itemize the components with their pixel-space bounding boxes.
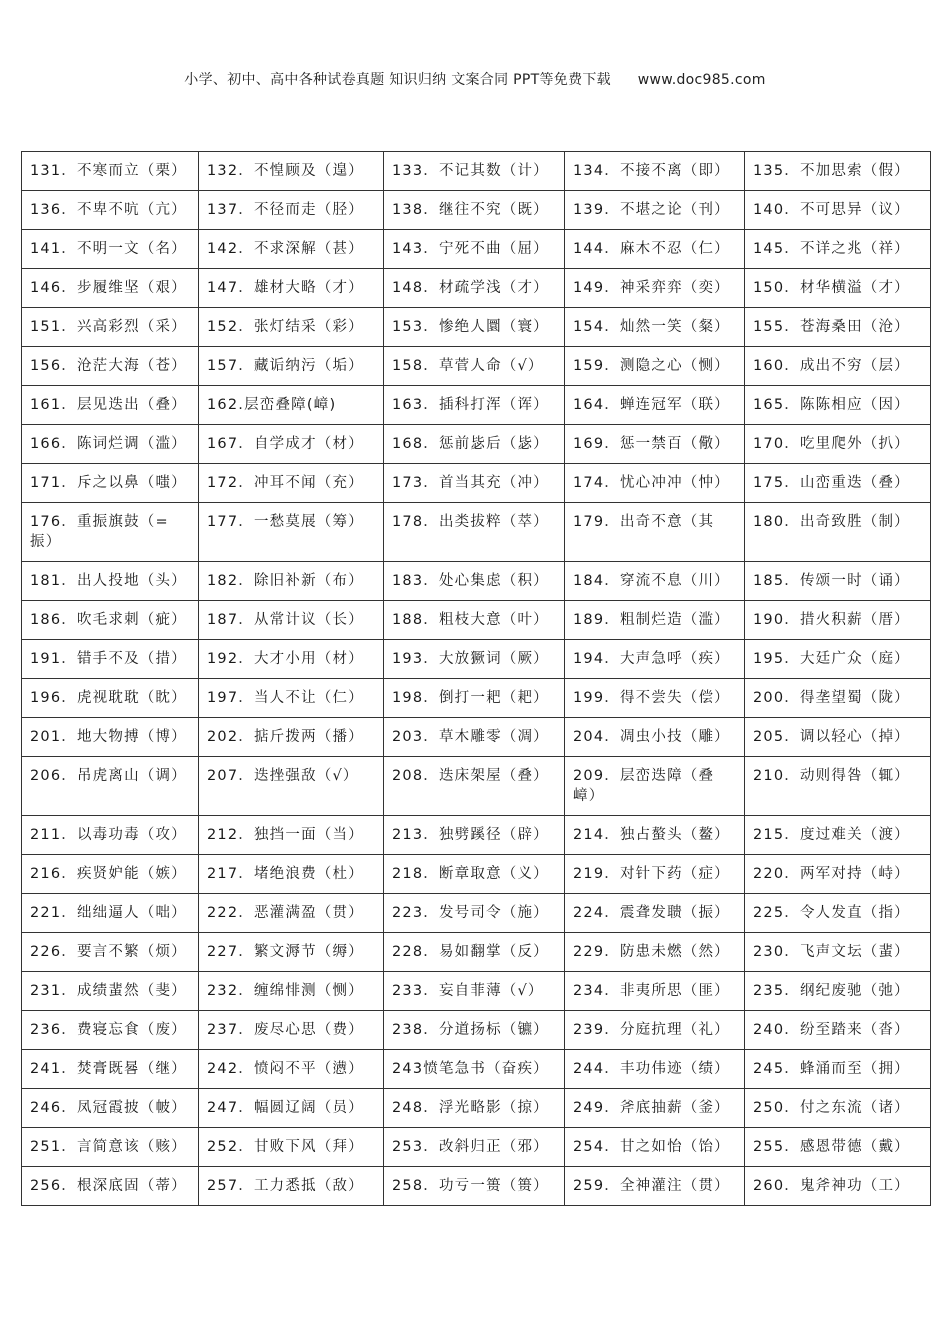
- table-cell: 190．措火积薪（厝）: [745, 601, 931, 640]
- table-cell: 247．幅圆辽阔（员）: [199, 1089, 384, 1128]
- table-row: [22, 230, 931, 269]
- table-row: [22, 1050, 931, 1089]
- table-cell: 192．大才小用（材）: [199, 640, 384, 679]
- table-cell: 196．虎视耽耽（眈）: [22, 679, 199, 718]
- table-cell: 212．独挡一面（当）: [199, 816, 384, 855]
- table-cell: 246．凤冠霞披（帔）: [22, 1089, 199, 1128]
- table-cell: 251．言简意该（赅）: [22, 1128, 199, 1167]
- table-cell: 244．丰功伟迹（绩）: [565, 1050, 745, 1089]
- table-cell: 161．层见迭出（叠）: [22, 386, 199, 425]
- table-cell: 174．忧心冲冲（忡）: [565, 464, 745, 503]
- table-row: [22, 269, 931, 308]
- table-row: [22, 386, 931, 425]
- table-cell: 152．张灯结采（彩）: [199, 308, 384, 347]
- table-row: [22, 1128, 931, 1167]
- table-cell: 225．令人发直（指）: [745, 894, 931, 933]
- table-cell: 256．根深底固（蒂）: [22, 1167, 199, 1206]
- table-cell: 141．不明一文（名）: [22, 230, 199, 269]
- table-cell: 185．传颂一时（诵）: [745, 562, 931, 601]
- table-row: [22, 347, 931, 386]
- table-cell: 173．首当其充（冲）: [384, 464, 565, 503]
- table-cell: 218．断章取意（义）: [384, 855, 565, 894]
- table-row: [22, 191, 931, 230]
- table-cell: 181．出人投地（头）: [22, 562, 199, 601]
- table-cell: 189．粗制烂造（滥）: [565, 601, 745, 640]
- table-cell: 171．斥之以鼻（嗤）: [22, 464, 199, 503]
- table-cell: 250．付之东流（诸）: [745, 1089, 931, 1128]
- table-cell: 180．出奇致胜（制）: [745, 503, 931, 562]
- table-cell: 139．不堪之论（刊）: [565, 191, 745, 230]
- idiom-correction-table: [21, 151, 931, 1206]
- table-cell: 224．震聋发聩（振）: [565, 894, 745, 933]
- table-cell: 260．鬼斧神功（工）: [745, 1167, 931, 1206]
- table-cell: 186．吹毛求刺（疵）: [22, 601, 199, 640]
- table-cell: 215．度过难关（渡）: [745, 816, 931, 855]
- table-row: [22, 1011, 931, 1050]
- table-cell: 200．得垄望蜀（陇）: [745, 679, 931, 718]
- table-cell: 159．测隐之心（恻）: [565, 347, 745, 386]
- table-cell: 134．不接不离（即）: [565, 152, 745, 191]
- table-row: [22, 601, 931, 640]
- table-cell: 184．穿流不息（川）: [565, 562, 745, 601]
- table-cell: 158．草菅人命（√）: [384, 347, 565, 386]
- table-cell: 170．吃里爬外（扒）: [745, 425, 931, 464]
- table-cell: 203．草木雕零（凋）: [384, 718, 565, 757]
- table-row: [22, 757, 931, 816]
- table-cell: 230．飞声文坛（蜚）: [745, 933, 931, 972]
- table-cell: 183．处心集虑（积）: [384, 562, 565, 601]
- table-cell: 226．要言不繁（烦）: [22, 933, 199, 972]
- table-cell: 252．甘败下风（拜）: [199, 1128, 384, 1167]
- table-cell: 172．冲耳不闻（充）: [199, 464, 384, 503]
- table-cell: 255．感恩带德（戴）: [745, 1128, 931, 1167]
- table-cell: 235．纲纪废驰（弛）: [745, 972, 931, 1011]
- table-cell: 153．惨绝人圜（寰）: [384, 308, 565, 347]
- table-cell: 236．费寝忘食（废）: [22, 1011, 199, 1050]
- table-cell: 206．吊虎离山（调）: [22, 757, 199, 816]
- table-cell: 175．山峦重迭（叠）: [745, 464, 931, 503]
- table-cell: 154．灿然一笑（粲）: [565, 308, 745, 347]
- table-cell: 259．全神灌注（贯）: [565, 1167, 745, 1206]
- table-cell: 142．不求深解（甚）: [199, 230, 384, 269]
- table-cell: 207．迭挫强敌（√）: [199, 757, 384, 816]
- idiom-table-body: [22, 152, 931, 1206]
- table-cell: 249．斧底抽薪（釜）: [565, 1089, 745, 1128]
- table-cell: 216．疾贤妒能（嫉）: [22, 855, 199, 894]
- table-cell: 188．粗枝大意（叶）: [384, 601, 565, 640]
- table-cell: 234．非夷所思（匪）: [565, 972, 745, 1011]
- table-cell: 151．兴高彩烈（采）: [22, 308, 199, 347]
- table-cell: 143．宁死不曲（屈）: [384, 230, 565, 269]
- table-cell: 241．焚膏既晷（继）: [22, 1050, 199, 1089]
- table-cell: 131．不寒而立（栗）: [22, 152, 199, 191]
- table-cell: 257．工力悉抵（敌）: [199, 1167, 384, 1206]
- table-cell: 163．插科打浑（诨）: [384, 386, 565, 425]
- table-cell: 144．麻木不忍（仁）: [565, 230, 745, 269]
- table-cell: 248．浮光略影（掠）: [384, 1089, 565, 1128]
- table-cell: 195．大廷广众（庭）: [745, 640, 931, 679]
- table-cell: 187．从常计议（长）: [199, 601, 384, 640]
- table-cell: 156．沧茫大海（苍）: [22, 347, 199, 386]
- table-cell: 176．重振旗鼓（=振）: [22, 503, 199, 562]
- table-cell: 243愤笔急书（奋疾）: [384, 1050, 565, 1089]
- table-cell: 179．出奇不意（其: [565, 503, 745, 562]
- table-row: [22, 933, 931, 972]
- table-cell: 168．惩前毖后（毖）: [384, 425, 565, 464]
- table-cell: 137．不径而走（胫）: [199, 191, 384, 230]
- table-cell: 145．不详之兆（祥）: [745, 230, 931, 269]
- table-cell: 240．纷至踏来（沓）: [745, 1011, 931, 1050]
- table-cell: 198．倒打一耙（耙）: [384, 679, 565, 718]
- table-cell: 228．易如翻掌（反）: [384, 933, 565, 972]
- table-row: [22, 855, 931, 894]
- table-cell: 245．蜂涌而至（拥）: [745, 1050, 931, 1089]
- table-cell: 254．甘之如怡（饴）: [565, 1128, 745, 1167]
- table-row: [22, 425, 931, 464]
- page-header: [0, 69, 950, 89]
- table-cell: 135．不加思索（假）: [745, 152, 931, 191]
- table-cell: 193．大放獗词（厥）: [384, 640, 565, 679]
- table-cell: 199．得不尝失（偿）: [565, 679, 745, 718]
- table-cell: 155．苍海桑田（沧）: [745, 308, 931, 347]
- table-row: [22, 152, 931, 191]
- table-cell: 223．发号司令（施）: [384, 894, 565, 933]
- table-row: [22, 718, 931, 757]
- table-row: [22, 816, 931, 855]
- table-cell: 238．分道扬标（镳）: [384, 1011, 565, 1050]
- table-cell: 227．繁文溽节（缛）: [199, 933, 384, 972]
- table-cell: 204．凋虫小技（雕）: [565, 718, 745, 757]
- table-row: [22, 562, 931, 601]
- table-cell: 242．愤闷不平（懑）: [199, 1050, 384, 1089]
- table-cell: 140．不可思异（议）: [745, 191, 931, 230]
- table-cell: 167．自学成才（材）: [199, 425, 384, 464]
- table-cell: 258．功亏一篑（篑）: [384, 1167, 565, 1206]
- table-cell: 253．改斜归正（邪）: [384, 1128, 565, 1167]
- table-cell: 165．陈陈相应（因）: [745, 386, 931, 425]
- table-cell: 239．分庭抗理（礼）: [565, 1011, 745, 1050]
- table-cell: 214．独占螯头（鳌）: [565, 816, 745, 855]
- table-cell: 149．神采弈弈（奕）: [565, 269, 745, 308]
- table-row: [22, 1089, 931, 1128]
- table-row: [22, 503, 931, 562]
- table-row: [22, 679, 931, 718]
- table-cell: 202．掂斤拨两（播）: [199, 718, 384, 757]
- table-cell: 233．妄自菲薄（√）: [384, 972, 565, 1011]
- table-row: [22, 972, 931, 1011]
- table-cell: 162.层峦叠障(嶂): [199, 386, 384, 425]
- table-cell: 213．独劈蹊径（辟）: [384, 816, 565, 855]
- table-cell: 208．迭床架屋（叠）: [384, 757, 565, 816]
- table-row: [22, 894, 931, 933]
- table-cell: 217．堵绝浪费（杜）: [199, 855, 384, 894]
- table-cell: 138．继往不究（既）: [384, 191, 565, 230]
- table-cell: 148．材疏学浅（才）: [384, 269, 565, 308]
- table-cell: 166．陈词烂调（滥）: [22, 425, 199, 464]
- table-cell: 132．不惶顾及（遑）: [199, 152, 384, 191]
- table-row: [22, 640, 931, 679]
- table-cell: 211．以毒功毒（攻）: [22, 816, 199, 855]
- table-cell: 177．一愁莫展（筹）: [199, 503, 384, 562]
- table-cell: 221．绌绌逼人（咄）: [22, 894, 199, 933]
- table-cell: 197．当人不让（仁）: [199, 679, 384, 718]
- table-cell: 205．调以轻心（掉）: [745, 718, 931, 757]
- table-cell: 147．雄材大略（才）: [199, 269, 384, 308]
- table-row: [22, 464, 931, 503]
- table-cell: 201．地大物搏（博）: [22, 718, 199, 757]
- table-cell: 136．不卑不吭（亢）: [22, 191, 199, 230]
- table-cell: 146．步履维坚（艰）: [22, 269, 199, 308]
- table-cell: 229．防患未燃（然）: [565, 933, 745, 972]
- header-site-link[interactable]: www.doc985.com: [637, 72, 766, 88]
- table-cell: 182．除旧补新（布）: [199, 562, 384, 601]
- table-row: [22, 308, 931, 347]
- table-cell: 157．藏诟纳污（垢）: [199, 347, 384, 386]
- table-cell: 169．惩一禁百（儆）: [565, 425, 745, 464]
- table-cell: 220．两军对持（峙）: [745, 855, 931, 894]
- header-text: 小学、初中、高中各种试卷真题 知识归纳 文案合同 PPT等免费下载: [184, 72, 611, 88]
- table-cell: 219．对针下药（症）: [565, 855, 745, 894]
- table-cell: 232．缠绵悱测（恻）: [199, 972, 384, 1011]
- table-cell: 133．不记其数（计）: [384, 152, 565, 191]
- table-cell: 191．错手不及（措）: [22, 640, 199, 679]
- table-cell: 178．出类拔粹（萃）: [384, 503, 565, 562]
- table-cell: 231．成绩蜚然（斐）: [22, 972, 199, 1011]
- table-cell: 209．层峦迭障（叠嶂）: [565, 757, 745, 816]
- table-cell: 210．动则得咎（辄）: [745, 757, 931, 816]
- table-cell: 160．成出不穷（层）: [745, 347, 931, 386]
- table-cell: 150．材华横溢（才）: [745, 269, 931, 308]
- table-row: [22, 1167, 931, 1206]
- table-cell: 237．废尽心思（费）: [199, 1011, 384, 1050]
- table-cell: 164．蝉连冠军（联）: [565, 386, 745, 425]
- table-cell: 222．恶灌满盈（贯）: [199, 894, 384, 933]
- table-cell: 194．大声急呼（疾）: [565, 640, 745, 679]
